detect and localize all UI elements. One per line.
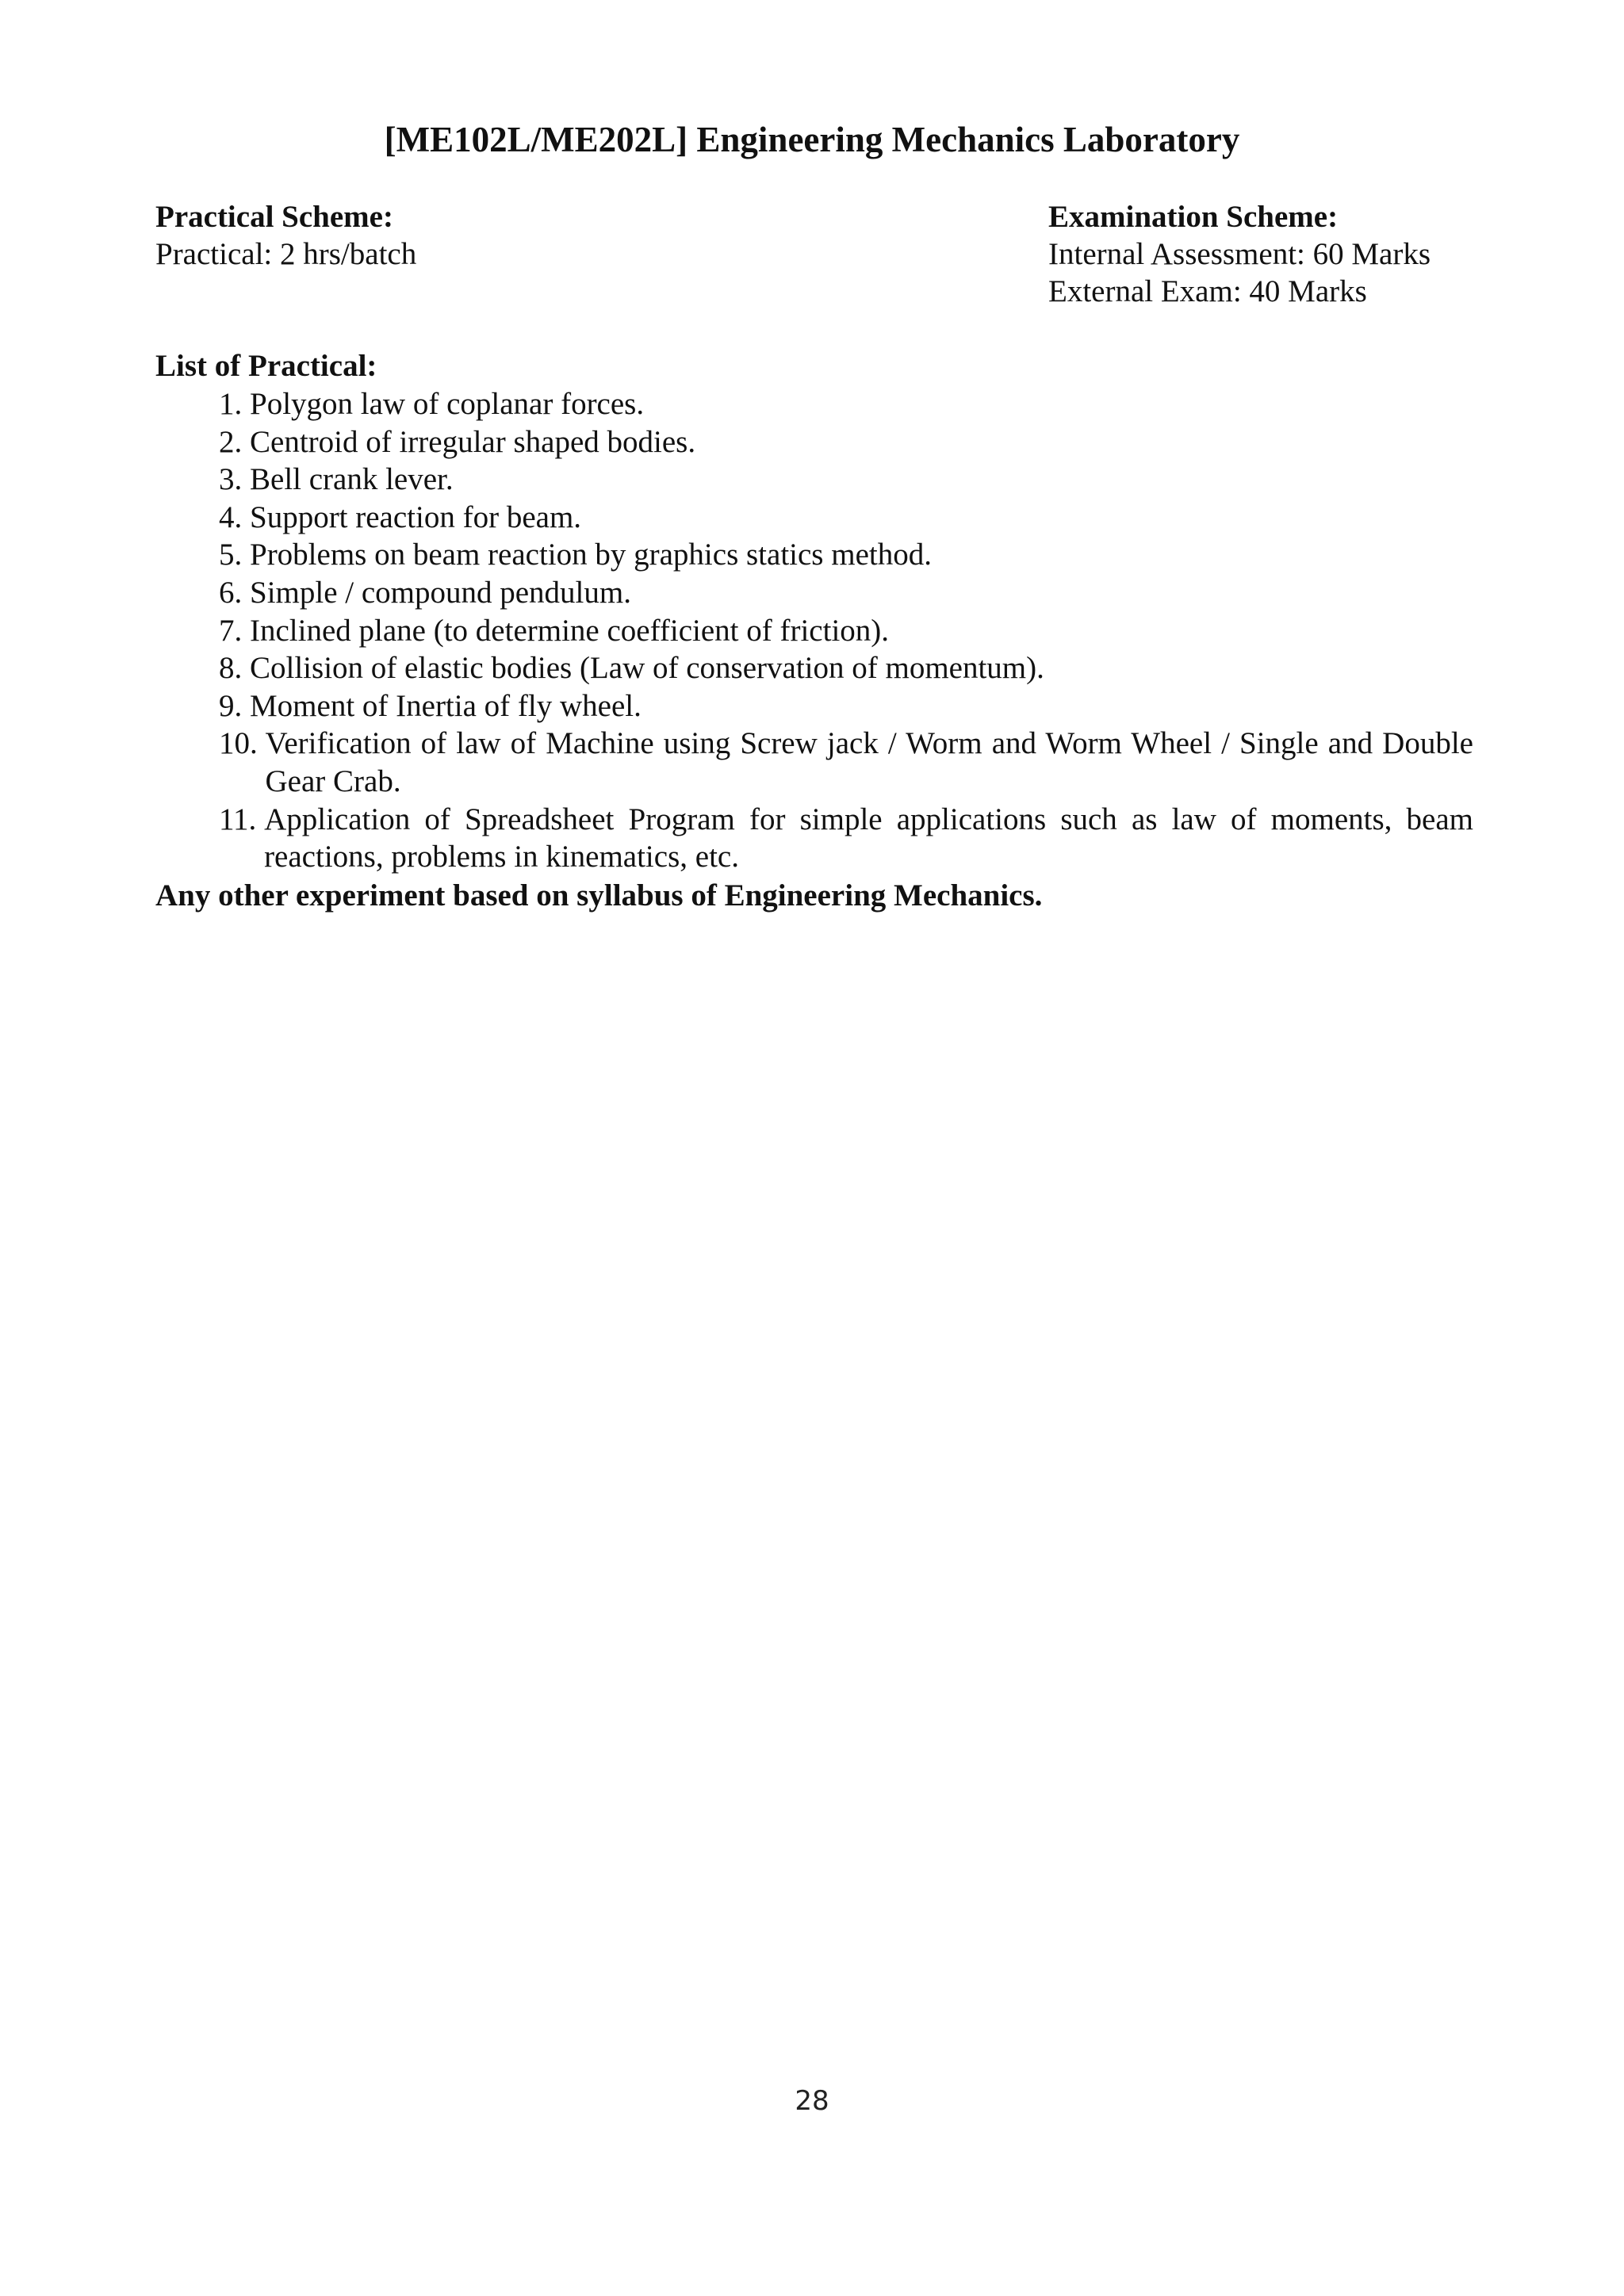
list-item	[219, 649, 1473, 687]
list-of-practical-heading: List of Practical:	[155, 349, 377, 383]
list-item	[219, 499, 1473, 537]
list-item-text: Moment of Inertia of fly wheel.	[250, 688, 642, 723]
document-title: [ME102L/ME202L] Engineering Mechanics Laboratory	[384, 120, 1240, 159]
list-item	[219, 725, 1473, 800]
practical-list	[219, 385, 1473, 876]
list-item-number: 6.	[219, 575, 250, 610]
list-item-number: 1.	[219, 387, 250, 421]
practical-scheme-heading: Practical Scheme:	[155, 200, 393, 234]
external-exam-marks: External Exam: 40 Marks	[1048, 274, 1367, 308]
list-item	[219, 612, 1473, 650]
list-item	[219, 574, 1473, 612]
footer-note: Any other experiment based on syllabus of Engineering Mechanics.	[155, 878, 1043, 913]
list-item-number: 2.	[219, 424, 250, 459]
list-item-text: Collision of elastic bodies (Law of conservation of momentum).	[250, 651, 1044, 686]
list-item-text: Application of Spreadsheet Program for simple applications such as law of moments, beam reactions, problems in kinematics, etc.	[264, 802, 1473, 874]
list-item-number: 9.	[219, 688, 250, 723]
list-item-text: Simple / compound pendulum.	[250, 575, 631, 610]
list-item	[219, 461, 1473, 499]
list-item-number: 8.	[219, 651, 250, 686]
list-item	[219, 801, 1473, 876]
list-item-text: Inclined plane (to determine coefficient of friction).	[250, 613, 890, 648]
list-item-number: 10.	[219, 726, 266, 761]
list-item-number: 11.	[219, 802, 265, 836]
list-item-text: Verification of law of Machine using Screw jack / Worm and Worm Wheel / Single and Double Gear Crab.	[265, 726, 1473, 798]
list-item	[219, 536, 1473, 574]
page-number: 28	[795, 2085, 829, 2117]
list-item	[219, 385, 1473, 423]
internal-assessment-marks: Internal Assessment: 60 Marks	[1048, 237, 1431, 271]
list-item	[219, 423, 1473, 461]
list-item-text: Bell crank lever.	[250, 462, 454, 497]
list-item-number: 7.	[219, 613, 250, 648]
list-item-text: Polygon law of coplanar forces.	[250, 387, 645, 421]
examination-scheme	[1048, 198, 1431, 310]
list-item	[219, 687, 1473, 725]
list-item-number: 4.	[219, 499, 250, 534]
list-item-number: 3.	[219, 462, 250, 497]
list-item-number: 5.	[219, 538, 250, 572]
list-item-text: Problems on beam reaction by graphics statics method.	[250, 538, 932, 572]
list-item-text: Support reaction for beam.	[250, 499, 582, 534]
list-item-text: Centroid of irregular shaped bodies.	[250, 424, 696, 459]
practical-scheme	[155, 198, 416, 273]
examination-scheme-heading: Examination Scheme:	[1048, 200, 1339, 234]
practical-scheme-hours: Practical: 2 hrs/batch	[155, 237, 417, 271]
